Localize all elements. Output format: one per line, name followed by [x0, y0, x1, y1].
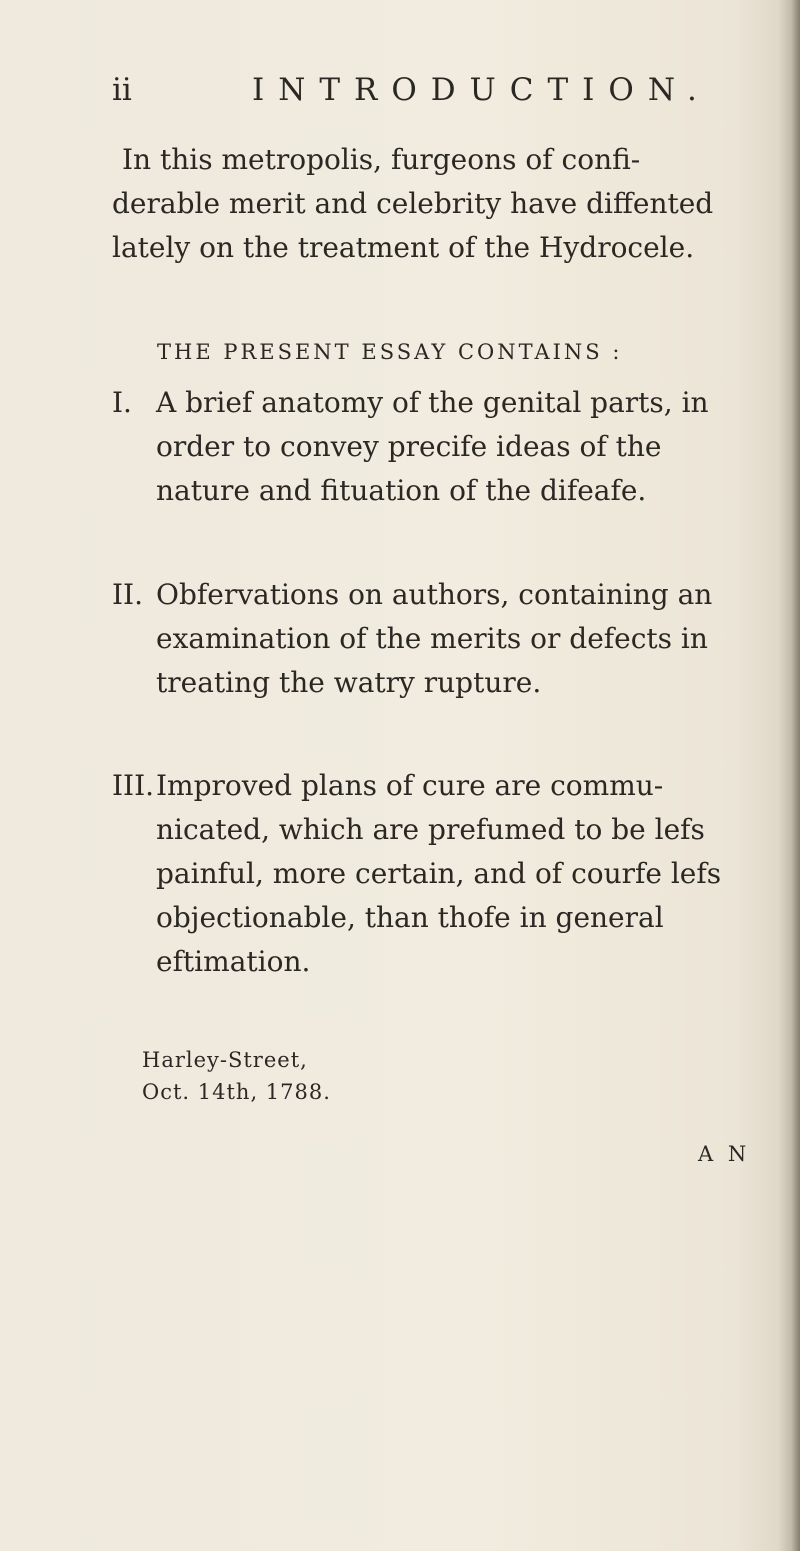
item-number: I. — [112, 386, 132, 419]
signature-date: Oct. 14th, 1788. — [142, 1080, 331, 1104]
contents-item — [112, 381, 737, 513]
contents-item — [112, 764, 737, 984]
page-number: ii — [112, 72, 132, 108]
catchword: A N — [698, 1142, 751, 1166]
signature-place: Harley-Street, — [142, 1048, 308, 1072]
running-title: INTRODUCTION. — [252, 72, 711, 108]
intro-paragraph: In this metropolis, furgeons of confi-derable merit and celebrity have diffented lately on the treatment of the Hydrocele. — [112, 143, 714, 264]
contents-item — [112, 573, 737, 705]
page-edge-shadow — [778, 0, 800, 1551]
contents-heading: THE PRESENT ESSAY CONTAINS : — [157, 340, 623, 364]
item-text: Improved plans of cure are commu-nicated, which are prefumed to be lefs painful, more certain, and of courfe lefs objectionable, than thofe in general eftimation. — [156, 769, 722, 978]
item-text: A brief anatomy of the genital parts, in order to convey precife ideas of the nature and fituation of the difeafe. — [156, 386, 709, 507]
item-number: III. — [112, 769, 155, 802]
item-text: Obfervations on authors, containing an examination of the merits or defects in treating the watry rupture. — [156, 578, 713, 699]
item-number: II. — [112, 578, 144, 611]
